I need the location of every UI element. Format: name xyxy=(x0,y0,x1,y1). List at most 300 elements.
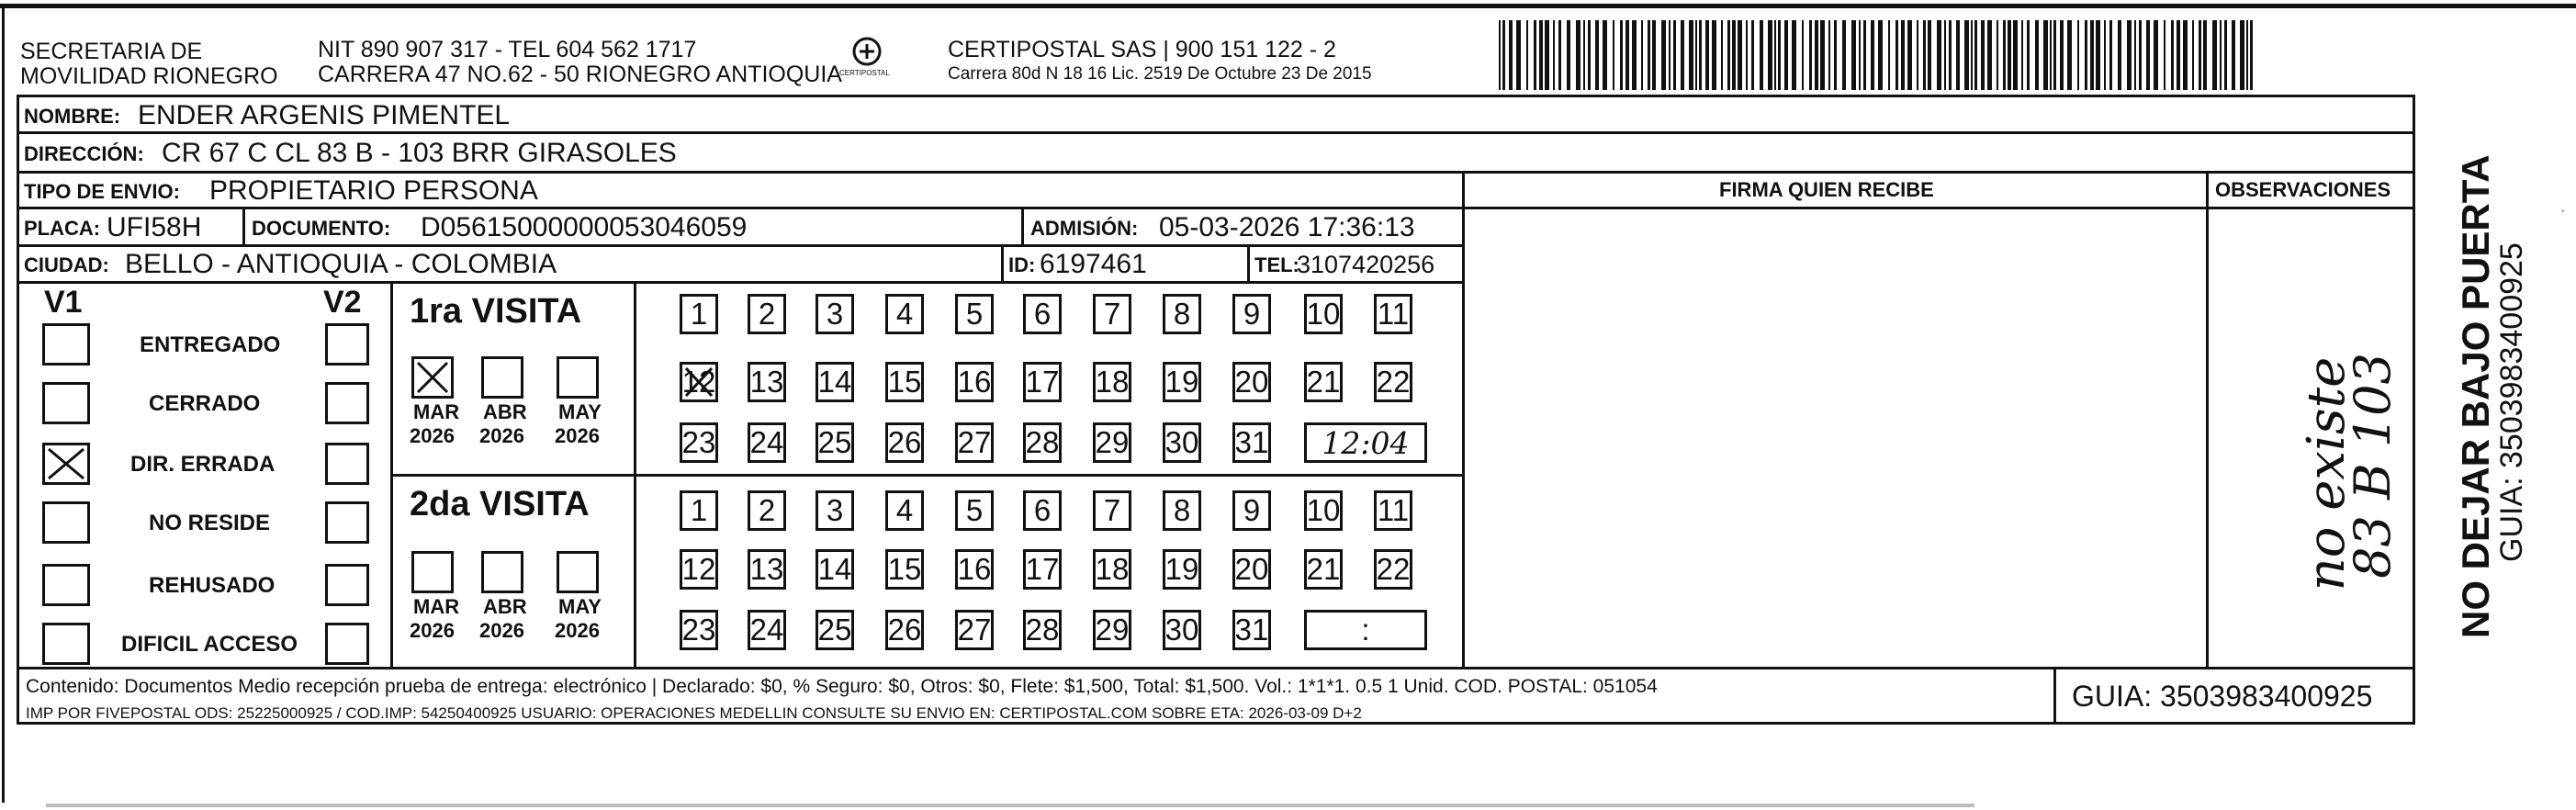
day-cell[interactable] xyxy=(1023,549,1062,590)
admission-value: 05-03-2026 17:36:13 xyxy=(1159,212,1415,242)
footer-guia: GUIA: 3503983400925 xyxy=(2072,680,2373,713)
day-number: 28 xyxy=(1025,425,1060,459)
rule xyxy=(1021,207,1024,245)
barcode-bar xyxy=(1878,20,1883,90)
day-cell[interactable] xyxy=(1374,490,1412,531)
barcode-bar xyxy=(1625,20,1629,90)
barcode xyxy=(1499,20,2257,90)
barcode-bar xyxy=(2008,20,2011,90)
barcode-bar xyxy=(1828,20,1830,90)
type-label: TIPO DE ENVIO: xyxy=(24,180,180,203)
day-number: 15 xyxy=(887,365,922,399)
day-number: 16 xyxy=(957,365,992,399)
day-cell[interactable] xyxy=(885,549,924,590)
barcode-bar xyxy=(1576,20,1580,90)
year-label: 2026 xyxy=(410,424,455,447)
day-number: 31 xyxy=(1234,613,1269,647)
barcode-bar xyxy=(1613,20,1614,90)
day-number: 28 xyxy=(1025,613,1060,647)
day-cell[interactable] xyxy=(1093,610,1131,650)
company-line: CERTIPOSTAL SAS | 900 151 122 - 2 xyxy=(948,37,1336,62)
barcode-bar xyxy=(1751,20,1754,90)
barcode-bar xyxy=(1712,20,1716,90)
month-checkbox[interactable] xyxy=(411,356,454,399)
day-number: 29 xyxy=(1095,613,1130,647)
year-label: 2026 xyxy=(555,619,600,642)
rule xyxy=(2206,171,2209,667)
rule xyxy=(17,207,2415,209)
day-cell[interactable] xyxy=(955,294,994,334)
day-cell[interactable] xyxy=(748,362,786,402)
status-label: CERRADO xyxy=(149,391,261,416)
day-cell[interactable] xyxy=(1163,610,1201,650)
day-cell[interactable] xyxy=(885,610,924,650)
barcode-bar xyxy=(1937,20,1941,90)
day-cell[interactable] xyxy=(1304,490,1343,531)
v1-checkbox[interactable] xyxy=(42,323,90,366)
observations-header: OBSERVACIONES xyxy=(2215,178,2391,201)
day-cell[interactable] xyxy=(816,422,854,463)
month-checkbox[interactable] xyxy=(481,551,523,593)
day-cell[interactable] xyxy=(1232,610,1271,650)
barcode-bar xyxy=(2146,20,2150,90)
barcode-bar xyxy=(1820,20,1825,90)
day-number: 7 xyxy=(1103,493,1121,527)
signature-header: FIRMA QUIEN RECIBE xyxy=(1719,178,1934,201)
barcode-bar xyxy=(2164,20,2165,90)
day-cell[interactable] xyxy=(1093,362,1131,402)
v2-checkbox[interactable] xyxy=(325,443,369,485)
day-number: 10 xyxy=(1306,297,1341,331)
day-cell[interactable] xyxy=(816,294,854,334)
day-number: 18 xyxy=(1095,552,1130,586)
day-cell[interactable] xyxy=(955,422,994,463)
day-number: 12 xyxy=(681,365,716,399)
day-cell[interactable] xyxy=(680,294,718,334)
day-cell[interactable] xyxy=(1163,362,1201,402)
barcode-bar xyxy=(1641,20,1643,90)
day-number: 22 xyxy=(1376,552,1411,586)
day-number: 9 xyxy=(1243,297,1261,331)
barcode-bar xyxy=(2027,20,2030,90)
stray-mark: · xyxy=(2560,203,2566,219)
time-text: : xyxy=(1361,613,1370,647)
day-cell[interactable] xyxy=(1093,490,1131,531)
barcode-bar xyxy=(1727,20,1730,90)
barcode-bar xyxy=(1964,20,1969,90)
address-value: CR 67 C CL 83 B - 103 BRR GIRASOLES xyxy=(162,138,677,168)
barcode-bar xyxy=(1516,20,1521,90)
logo-text: CERTIPOSTAL xyxy=(839,69,890,77)
barcode-bar xyxy=(1499,20,1501,90)
barcode-bar xyxy=(1539,20,1543,90)
check-x-mark xyxy=(414,359,451,396)
day-number: 6 xyxy=(1033,493,1052,527)
barcode-bar xyxy=(2154,20,2158,90)
status-label: NO RESIDE xyxy=(149,511,271,535)
day-cell[interactable] xyxy=(1093,549,1131,590)
day-number: 14 xyxy=(817,552,852,586)
day-number: 31 xyxy=(1234,425,1269,459)
day-number: 7 xyxy=(1103,297,1121,331)
day-cell[interactable] xyxy=(748,549,786,590)
visit1-title: 1ra VISITA xyxy=(410,292,582,331)
barcode-bar xyxy=(1558,20,1561,90)
barcode-bar xyxy=(1917,20,1918,90)
day-cell[interactable] xyxy=(885,362,924,402)
doc-value: D05615000000053046059 xyxy=(421,212,748,242)
day-number: 2 xyxy=(758,297,776,331)
status-label: REHUSADO xyxy=(149,573,276,598)
barcode-bar xyxy=(2240,20,2244,90)
day-number: 24 xyxy=(749,425,784,459)
day-cell[interactable] xyxy=(1232,362,1271,402)
barcode-bar xyxy=(1545,20,1549,90)
month-label: ABR xyxy=(483,400,527,423)
barcode-bar xyxy=(1732,20,1736,90)
rule xyxy=(17,171,2415,174)
v1-checkbox[interactable] xyxy=(42,382,90,424)
admission-label: ADMISIÓN: xyxy=(1030,217,1139,240)
barcode-bar xyxy=(2050,20,2052,90)
barcode-bar xyxy=(1689,20,1693,90)
plate-value: UFI58H xyxy=(107,212,202,242)
time-box[interactable] xyxy=(1304,610,1427,650)
barcode-bar xyxy=(1509,20,1513,90)
barcode-bar xyxy=(1802,20,1804,90)
entity-line1: SECRETARIA DE xyxy=(20,39,203,64)
address-label: DIRECCIÓN: xyxy=(24,142,144,165)
day-cell[interactable] xyxy=(955,549,994,590)
year-label: 2026 xyxy=(479,619,524,642)
barcode-bar xyxy=(1603,20,1607,90)
day-cell[interactable] xyxy=(1304,294,1343,334)
barcode-bar xyxy=(2232,20,2235,90)
barcode-bar xyxy=(2199,20,2201,90)
day-number: 4 xyxy=(895,297,914,331)
name-label: NOMBRE: xyxy=(24,105,121,128)
day-cell[interactable] xyxy=(748,610,786,650)
day-number: 13 xyxy=(749,552,784,586)
day-number: 10 xyxy=(1306,493,1341,527)
barcode-bar xyxy=(1863,20,1866,90)
rule xyxy=(2053,667,2056,725)
day-cell[interactable] xyxy=(680,549,718,590)
barcode-bar xyxy=(1956,20,1960,90)
day-number: 11 xyxy=(1377,297,1410,331)
barcode-bar xyxy=(1661,20,1666,90)
rule xyxy=(1462,171,1465,667)
barcode-bar xyxy=(1583,20,1585,90)
day-cell[interactable] xyxy=(680,422,718,463)
day-number: 19 xyxy=(1164,365,1199,399)
barcode-bar xyxy=(2013,20,2018,90)
month-label: MAY xyxy=(558,595,602,618)
barcode-bar xyxy=(2171,20,2174,90)
day-cell[interactable] xyxy=(1163,294,1201,334)
barcode-bar xyxy=(1553,20,1555,90)
day-cell[interactable] xyxy=(1304,549,1343,590)
day-cell[interactable] xyxy=(885,294,924,334)
top-rule xyxy=(0,4,2576,8)
bottom-cut-rule xyxy=(46,804,1974,807)
day-cell[interactable] xyxy=(955,610,994,650)
v2-label: V2 xyxy=(323,285,362,320)
day-number: 4 xyxy=(895,493,914,527)
barcode-bar xyxy=(2246,20,2248,90)
doc-label: DOCUMENTO: xyxy=(252,217,391,240)
barcode-bar xyxy=(2104,20,2106,90)
handwritten-observation-2: 83 B 103 xyxy=(2344,353,2402,579)
barcode-bar xyxy=(1567,20,1570,90)
month-checkbox[interactable] xyxy=(481,356,523,399)
barcode-bar xyxy=(1971,20,1973,90)
month-checkbox[interactable] xyxy=(411,551,454,593)
day-cell[interactable] xyxy=(816,610,854,650)
barcode-bar xyxy=(2043,20,2048,90)
year-label: 2026 xyxy=(555,424,600,447)
barcode-bar xyxy=(1997,20,1998,90)
day-cell[interactable] xyxy=(1163,549,1201,590)
barcode-bar xyxy=(1652,20,1656,90)
day-cell[interactable] xyxy=(1023,362,1062,402)
check-x-mark xyxy=(45,445,87,482)
day-cell[interactable] xyxy=(1374,362,1412,402)
day-cell[interactable] xyxy=(816,549,854,590)
v1-checkbox[interactable] xyxy=(42,501,90,544)
day-number: 23 xyxy=(681,613,716,647)
day-number: 3 xyxy=(826,297,844,331)
barcode-bar xyxy=(1792,20,1796,90)
check-x-mark xyxy=(682,365,715,399)
day-number: 25 xyxy=(817,425,852,459)
day-number: 27 xyxy=(957,613,992,647)
day-cell[interactable] xyxy=(1304,362,1343,402)
rule xyxy=(242,207,245,245)
day-cell[interactable] xyxy=(955,490,994,531)
year-label: 2026 xyxy=(479,424,524,447)
day-cell[interactable] xyxy=(1023,422,1062,463)
barcode-bar xyxy=(1778,20,1781,90)
day-cell[interactable] xyxy=(1374,549,1412,590)
barcode-bar xyxy=(1901,20,1905,90)
barcode-bar xyxy=(1526,20,1528,90)
v1-checkbox[interactable] xyxy=(42,443,90,485)
id-value: 6197461 xyxy=(1040,249,1147,279)
nit-line: NIT 890 907 317 - TEL 604 562 1717 xyxy=(318,37,697,62)
day-number: 20 xyxy=(1234,552,1269,586)
side-warning: NO DEJAR BAJO PUERTA xyxy=(2454,154,2497,638)
rule xyxy=(390,474,1463,477)
barcode-bar xyxy=(1648,20,1650,90)
barcode-bar xyxy=(2077,20,2079,90)
day-cell[interactable] xyxy=(1232,490,1271,531)
barcode-bar xyxy=(1815,20,1818,90)
day-number: 30 xyxy=(1164,613,1199,647)
month-label: MAR xyxy=(413,595,460,618)
barcode-bar xyxy=(1705,20,1709,90)
barcode-bar xyxy=(1851,20,1856,90)
day-cell[interactable] xyxy=(885,422,924,463)
barcode-bar xyxy=(2127,20,2132,90)
barcode-bar xyxy=(1768,20,1772,90)
day-number: 17 xyxy=(1025,365,1060,399)
day-cell[interactable] xyxy=(748,490,786,531)
barcode-bar xyxy=(1502,20,1505,90)
barcode-bar xyxy=(1721,20,1723,90)
barcode-bar xyxy=(2220,20,2222,90)
day-cell[interactable] xyxy=(680,362,718,402)
v2-checkbox[interactable] xyxy=(325,564,369,606)
day-cell[interactable] xyxy=(1023,610,1062,650)
barcode-bar xyxy=(2139,20,2142,90)
day-number: 14 xyxy=(817,365,852,399)
month-checkbox[interactable] xyxy=(557,551,599,593)
id-label: ID: xyxy=(1008,253,1036,276)
name-value: ENDER ARGENIS PIMENTEL xyxy=(138,100,511,130)
barcode-bar xyxy=(2035,20,2039,90)
day-cell[interactable] xyxy=(1374,294,1412,334)
barcode-bar xyxy=(1746,20,1748,90)
barcode-bar xyxy=(1738,20,1742,90)
day-number: 8 xyxy=(1173,493,1191,527)
barcode-bar xyxy=(2183,20,2188,90)
barcode-bar xyxy=(2224,20,2227,90)
rule xyxy=(1247,244,1250,281)
barcode-bar xyxy=(2085,20,2087,90)
day-number: 25 xyxy=(817,613,852,647)
v2-checkbox[interactable] xyxy=(325,623,369,665)
barcode-bar xyxy=(1834,20,1837,90)
barcode-bar xyxy=(1774,20,1776,90)
barcode-bar xyxy=(1588,20,1591,90)
barcode-bar xyxy=(1974,20,1977,90)
barcode-bar xyxy=(1923,20,1926,90)
plate-label: PLACA: xyxy=(24,217,101,240)
entity-line2: MOVILIDAD RIONEGRO xyxy=(20,63,278,89)
barcode-bar xyxy=(2109,20,2112,90)
v2-checkbox[interactable] xyxy=(325,382,369,424)
footer-content: Contenido: Documentos Medio recepción prueba de entrega: electrónico | Declarado: $0, % Seguro: $0, Otros: $0, Flete: $1,500, Total: $1,500. Vol.: 1*1*1. 0.5 1 Unid. COD. POSTAL: 051054 xyxy=(26,676,1658,697)
tel-label: TEL: xyxy=(1254,253,1299,276)
time-text: 12:04 xyxy=(1322,424,1410,461)
barcode-bar xyxy=(2250,20,2253,90)
barcode-bar xyxy=(1949,20,1952,90)
v2-checkbox[interactable] xyxy=(325,501,369,544)
barcode-bar xyxy=(2134,20,2136,90)
barcode-bar xyxy=(2003,20,2006,90)
barcode-bar xyxy=(2067,20,2072,90)
barcode-bar xyxy=(2203,20,2207,90)
day-number: 21 xyxy=(1306,552,1341,586)
barcode-bar xyxy=(1859,20,1861,90)
barcode-bar xyxy=(2118,20,2121,90)
barcode-bar xyxy=(1673,20,1676,90)
barcode-bar xyxy=(1681,20,1684,90)
day-number: 1 xyxy=(690,297,708,331)
barcode-bar xyxy=(1809,20,1812,90)
v1-checkbox[interactable] xyxy=(42,623,90,665)
day-cell[interactable] xyxy=(955,362,994,402)
tel-value: 3107420256 xyxy=(1297,251,1435,278)
day-cell[interactable] xyxy=(748,294,786,334)
barcode-bar xyxy=(1699,20,1702,90)
day-number: 3 xyxy=(826,493,844,527)
day-number: 21 xyxy=(1306,365,1341,399)
barcode-bar xyxy=(1944,20,1946,90)
time-box[interactable] xyxy=(1304,422,1427,463)
day-cell[interactable] xyxy=(816,490,854,531)
day-cell[interactable] xyxy=(1232,422,1271,463)
day-cell[interactable] xyxy=(816,362,854,402)
side-guia: GUIA: 3503983400925 xyxy=(2494,242,2529,562)
day-cell[interactable] xyxy=(1023,294,1062,334)
day-number: 16 xyxy=(957,552,992,586)
type-value: PROPIETARIO PERSONA xyxy=(209,175,538,206)
day-number: 12 xyxy=(681,552,716,586)
city-label: CIUDAD: xyxy=(24,253,109,276)
day-number: 5 xyxy=(965,297,984,331)
day-number: 30 xyxy=(1164,425,1199,459)
left-rule xyxy=(2,4,5,803)
day-number: 1 xyxy=(690,493,708,527)
barcode-bar xyxy=(1842,20,1846,90)
barcode-bar xyxy=(1760,20,1763,90)
day-number: 18 xyxy=(1095,365,1130,399)
barcode-bar xyxy=(1895,20,1898,90)
day-cell[interactable] xyxy=(748,422,786,463)
day-cell[interactable] xyxy=(680,610,718,650)
day-number: 2 xyxy=(758,493,776,527)
v2-checkbox[interactable] xyxy=(325,323,369,366)
day-number: 6 xyxy=(1033,297,1052,331)
barcode-bar xyxy=(2060,20,2064,90)
barcode-bar xyxy=(2021,20,2023,90)
barcode-bar xyxy=(1888,20,1890,90)
day-number: 29 xyxy=(1095,425,1130,459)
day-cell[interactable] xyxy=(1163,490,1201,531)
v1-checkbox[interactable] xyxy=(42,564,90,606)
barcode-bar xyxy=(1784,20,1788,90)
day-cell[interactable] xyxy=(885,490,924,531)
day-cell[interactable] xyxy=(1093,294,1131,334)
day-cell[interactable] xyxy=(1232,549,1271,590)
barcode-bar xyxy=(2177,20,2180,90)
day-cell[interactable] xyxy=(680,490,718,531)
day-cell[interactable] xyxy=(1232,294,1271,334)
rule xyxy=(17,244,1463,247)
rule xyxy=(1001,244,1004,281)
day-cell[interactable] xyxy=(1093,422,1131,463)
barcode-bar xyxy=(2192,20,2194,90)
day-number: 13 xyxy=(749,365,784,399)
day-cell[interactable] xyxy=(1023,490,1062,531)
footer-imp: IMP POR FIVEPOSTAL ODS: 25225000925 / COD.IMP: 54250400925 USUARIO: OPERACIONES MEDELLIN CONSULTE SU ENVIO EN: CERTIPOSTAL.COM SOBRE ETA: 2026-03-09 D+2 xyxy=(26,704,1362,722)
day-number: 22 xyxy=(1376,365,1411,399)
month-checkbox[interactable] xyxy=(557,356,599,399)
barcode-bar xyxy=(1632,20,1637,90)
status-label: DIFICIL ACCESO xyxy=(121,632,298,657)
day-number: 19 xyxy=(1164,552,1199,586)
rule xyxy=(17,131,2415,134)
day-number: 8 xyxy=(1173,297,1191,331)
month-label: MAR xyxy=(413,400,460,423)
v1-label: V1 xyxy=(44,285,83,320)
day-number: 20 xyxy=(1234,365,1269,399)
status-label: ENTREGADO xyxy=(140,332,281,357)
visit2-title: 2da VISITA xyxy=(410,485,590,523)
day-cell[interactable] xyxy=(1163,422,1201,463)
